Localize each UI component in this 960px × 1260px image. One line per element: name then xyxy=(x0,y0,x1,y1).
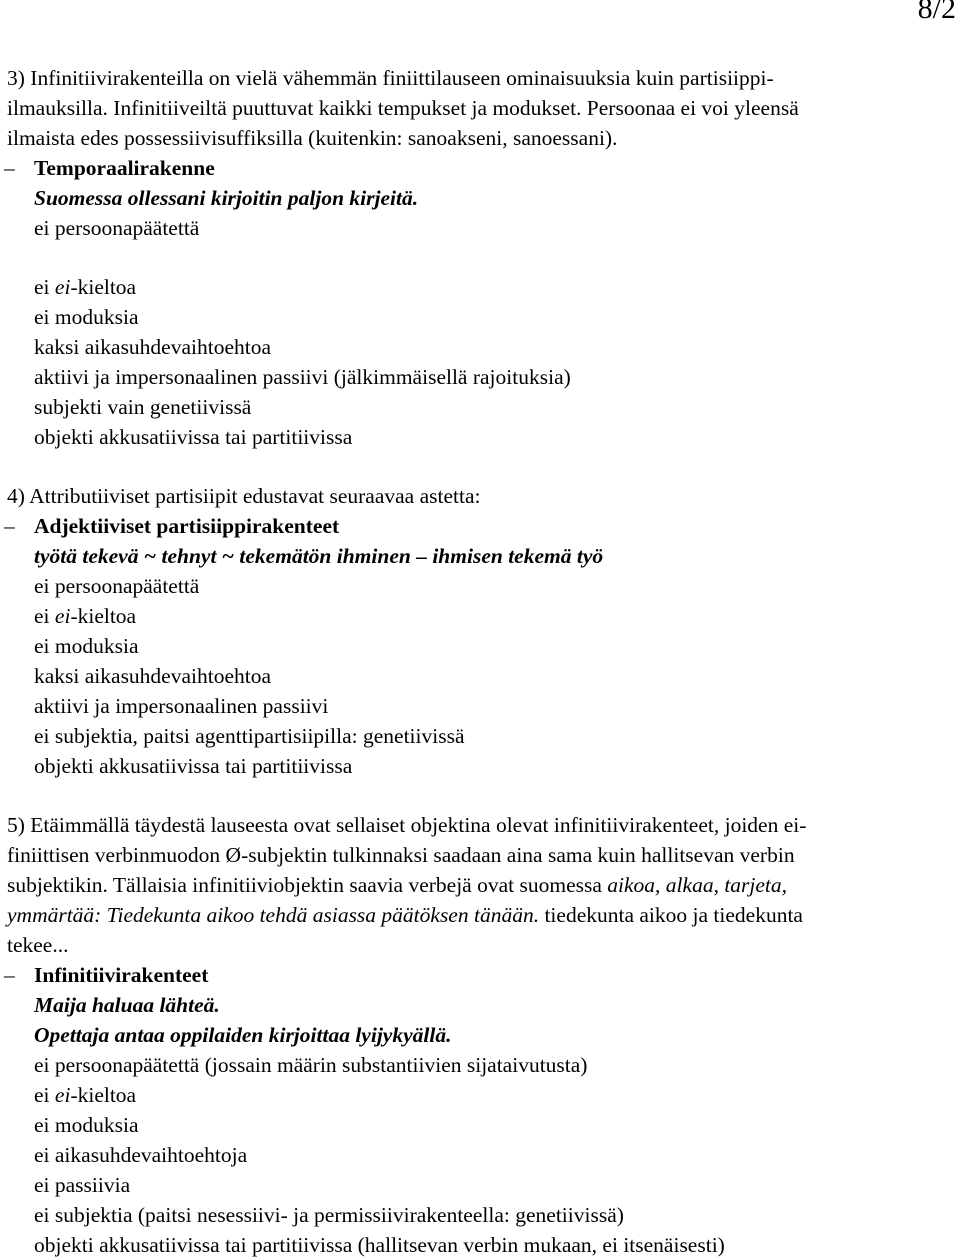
section-4-dash: – xyxy=(4,514,15,538)
section-3-feature-4: kaksi aikasuhdevaihtoehtoa xyxy=(34,335,272,359)
section-4-feature-6: ei subjektia, paitsi agenttipartisiipilla: genetiivissä xyxy=(34,724,465,748)
section-3-line-2: ilmauksilla. Infinitiiveiltä puuttuvat kaikki tempukset ja modukset. Persoonaa ei voi yleensä xyxy=(7,96,799,120)
section-4-feature-1: ei persoonapäätettä xyxy=(34,574,200,598)
section-5-feature-7: objekti akkusatiivissa tai partitiivissa (hallitsevan verbin mukaan, ei itsenäisesti) xyxy=(34,1233,725,1257)
section-3-feature-2: ei ei-kieltoa xyxy=(34,275,137,299)
section-4-feature-3: ei moduksia xyxy=(34,634,139,658)
section-5-feature-3: ei moduksia xyxy=(34,1113,139,1137)
section-4-example: työtä tekevä ~ tehnyt ~ tekemätön ihminen – ihmisen tekemä työ xyxy=(34,544,604,568)
section-3-line-3: ilmaista edes possessiivisuffiksilla (kuitenkin: sanoakseni, sanoessani). xyxy=(7,126,618,150)
section-5-dash: – xyxy=(4,963,15,987)
section-3-feature-5: aktiivi ja impersonaalinen passiivi (jälkimmäisellä rajoituksia) xyxy=(34,365,571,389)
section-5-example-1: Maija haluaa lähteä. xyxy=(34,993,220,1017)
section-5-line-5: tekee... xyxy=(7,933,69,957)
section-3-feature-6: subjekti vain genetiivissä xyxy=(34,395,252,419)
section-5-feature-2: ei ei-kieltoa xyxy=(34,1083,137,1107)
section-4-line-1: 4) Attributiiviset partisiipit edustavat seuraavaa astetta: xyxy=(7,484,481,508)
section-5-feature-5: ei passiivia xyxy=(34,1173,131,1197)
section-3-feature-1: ei persoonapäätettä xyxy=(34,216,200,240)
section-5-heading: Infinitiivirakenteet xyxy=(34,963,209,987)
section-5-feature-6: ei subjektia (paitsi nesessiivi- ja permissiivirakenteella: genetiivissä) xyxy=(34,1203,624,1227)
section-4-feature-2: ei ei-kieltoa xyxy=(34,604,137,628)
section-3-feature-3: ei moduksia xyxy=(34,305,139,329)
section-3-heading: Temporaalirakenne xyxy=(34,156,215,180)
section-5-example-2: Opettaja antaa oppilaiden kirjoittaa lyijykyällä. xyxy=(34,1023,452,1047)
section-5-line-2: finiittisen verbinmuodon Ø-subjektin tulkinnaksi saadaan aina sama kuin hallitsevan verbin xyxy=(7,843,795,867)
section-4-feature-5: aktiivi ja impersonaalinen passiivi xyxy=(34,694,329,718)
section-3-example: Suomessa ollessani kirjoitin paljon kirjeitä. xyxy=(34,186,419,210)
section-3-line-1: 3) Infinitiivirakenteilla on vielä vähemmän finiittilauseen ominaisuuksia kuin partisiippi- xyxy=(7,66,774,90)
section-5-line-1: 5) Etäimmällä täydestä lauseesta ovat sellaiset objektina olevat infinitiivirakenteet, joiden ei- xyxy=(7,813,807,837)
section-5-feature-4: ei aikasuhdevaihtoehtoja xyxy=(34,1143,248,1167)
section-3-feature-7: objekti akkusatiivissa tai partitiivissa xyxy=(34,425,353,449)
section-5-line-3: subjektikin. Tällaisia infinitiiviobjektin saavia verbejä ovat suomessa aikoa, alkaa, tarjeta, xyxy=(7,873,788,897)
section-4-heading: Adjektiiviset partisiippirakenteet xyxy=(34,514,340,538)
page-number: 8/2 xyxy=(917,0,956,25)
section-5-feature-1: ei persoonapäätettä (jossain määrin substantiivien sijataivutusta) xyxy=(34,1053,588,1077)
section-5-line-4: ymmärtää: Tiedekunta aikoo tehdä asiassa päätöksen tänään. tiedekunta aikoo ja tiedekunta xyxy=(7,903,803,927)
section-4-feature-7: objekti akkusatiivissa tai partitiivissa xyxy=(34,754,353,778)
section-4-feature-4: kaksi aikasuhdevaihtoehtoa xyxy=(34,664,272,688)
section-3-dash: – xyxy=(4,156,15,180)
